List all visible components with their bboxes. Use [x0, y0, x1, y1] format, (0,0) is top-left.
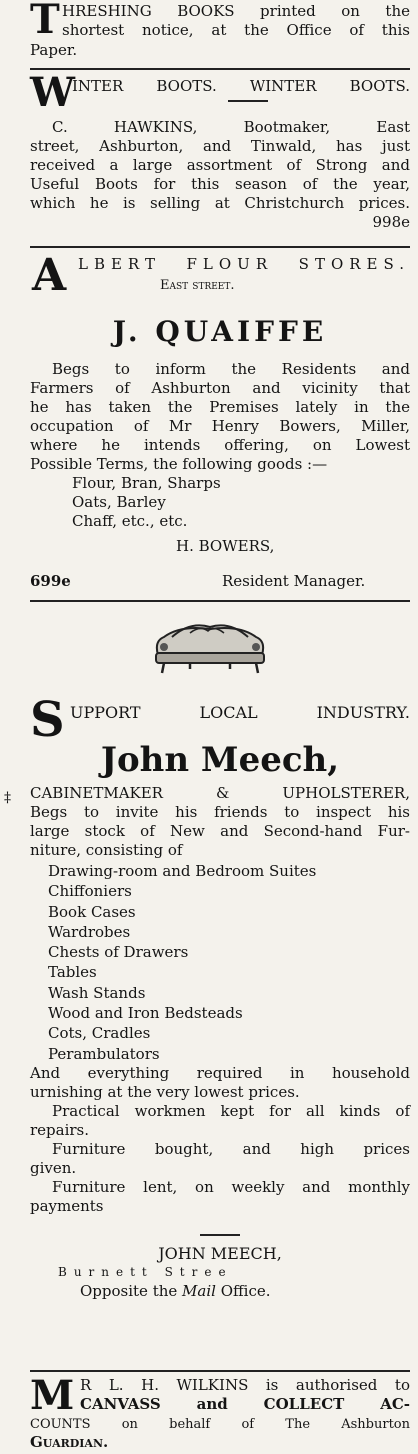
proprietor-name: J. QUAIFFE: [112, 315, 328, 348]
meech-closing-2: urnishing at the very lowest prices.: [30, 1082, 300, 1101]
divider-4: [30, 1370, 410, 1372]
furniture-item: Wash Stands: [48, 983, 146, 1002]
divider-1: [30, 68, 410, 70]
goods-item-1: Flour, Bran, Sharps: [72, 474, 221, 492]
threshing-line-2: shortest notice, at the Office of this: [62, 21, 410, 39]
flour-body: [30, 360, 410, 556]
print-mark: ‡: [4, 790, 11, 806]
boots-body-line-5: which he is selling at Christchurch prices.: [30, 194, 410, 212]
boots-body-line-2: street, Ashburton, and Tinwald, has just: [30, 137, 410, 155]
boots-body-line-4: Useful Boots for this season of the year,: [30, 175, 410, 193]
meech-sign-name: JOHN MEECH,: [158, 1243, 282, 1263]
goods-item-3: Chaff, etc., etc.: [72, 512, 188, 530]
threshing-line-3: Paper.: [30, 41, 78, 59]
flour-body-line-3: he has taken the Premises lately in the: [30, 398, 410, 416]
drop-cap-t: T: [30, 0, 60, 43]
meech-closing-8: payments: [30, 1196, 104, 1215]
address-text: Opposite the: [80, 1281, 183, 1300]
meech-short-rule: [200, 1234, 240, 1236]
flour-signature: H. BOWERS,: [176, 537, 275, 555]
meech-closing-1: And everything required in household: [30, 1063, 410, 1082]
flour-body-line-6: Possible Terms, the following goods :—: [30, 455, 328, 473]
goods-item-2: Oats, Barley: [72, 493, 166, 511]
divider-2: [30, 246, 410, 248]
flour-body-line-5: where he intends offering, on Lowest: [30, 436, 410, 454]
meech-closing-6: given.: [30, 1158, 77, 1177]
boots-short-rule: [228, 100, 268, 102]
meech-sign-address: [30, 1282, 410, 1301]
meech-sign-street: Burnett Stree: [58, 1264, 233, 1279]
meech-intro-2: large stock of New and Second-hand Fur-: [30, 822, 410, 840]
wilkins-line-3: COUNTS on behalf of The Ashburton: [30, 1417, 410, 1432]
flour-body-line-4: occupation of Mr Henry Bowers, Miller,: [30, 417, 410, 435]
drop-cap-m: M: [30, 1372, 75, 1419]
boots-body-line-3: received a large assortment of Strong and: [30, 156, 410, 174]
meech-closing-5: Furniture bought, and high prices: [52, 1139, 410, 1158]
boots-title: INTER BOOTS. WINTER BOOTS.: [72, 77, 410, 95]
drop-cap-s: S: [30, 692, 65, 748]
meech-closing-7: Furniture lent, on weekly and monthly: [52, 1177, 410, 1196]
furniture-item: Wood and Iron Bedsteads: [48, 1004, 243, 1023]
divider-3: [30, 600, 410, 602]
furniture-item: Wardrobes: [48, 922, 131, 941]
wilkins-line-4: Guardian.: [30, 1433, 109, 1451]
wilkins-line-1: R L. H. WILKINS is authorised to: [80, 1376, 410, 1394]
boots-body-line-1: C. HAWKINS, Bootmaker, East: [52, 118, 410, 136]
boots-body: [30, 118, 410, 232]
furniture-item: Tables: [48, 963, 97, 982]
furniture-item: Perambulators: [48, 1044, 160, 1063]
flour-body-line-1: Begs to inform the Residents and: [52, 360, 410, 378]
threshing-line-1: HRESHING BOOKS printed on the: [62, 2, 410, 20]
meech-closing-3: Practical workmen kept for all kinds of: [52, 1101, 410, 1120]
meech-intro-3: niture, consisting of: [30, 841, 183, 859]
meech-body: [30, 784, 410, 1301]
meech-name: John Meech,: [100, 740, 340, 780]
flour-signature-title: Resident Manager.: [222, 572, 366, 590]
address-text: Office.: [215, 1281, 271, 1300]
drop-cap-a: A: [32, 250, 67, 301]
address-paper-name: Mail: [182, 1281, 216, 1300]
boots-code: 998e: [372, 213, 410, 231]
drop-cap-w: W: [30, 69, 75, 116]
flour-title: LBERT FLOUR STORES.: [78, 255, 410, 273]
meech-intro-1: Begs to invite his friends to inspect his: [30, 803, 410, 821]
flour-body-line-2: Farmers of Ashburton and vicinity that: [30, 379, 410, 397]
meech-trade: CABINETMAKER & UPHOLSTERER,: [30, 784, 410, 802]
furniture-item: Chiffoniers: [48, 882, 132, 901]
wilkins-line-2: CANVASS and COLLECT AC-: [80, 1395, 410, 1413]
furniture-item: Cots, Cradles: [48, 1024, 151, 1043]
sofa-illustration: [150, 617, 270, 677]
flour-subtitle: East street.: [160, 278, 235, 293]
furniture-item: Drawing-room and Bedroom Suites: [48, 862, 317, 880]
furniture-item: Book Cases: [48, 902, 136, 921]
furniture-item: Chests of Drawers: [48, 943, 189, 962]
flour-code: 699e: [30, 572, 71, 590]
support-local-heading: UPPORT LOCAL INDUSTRY.: [70, 703, 410, 722]
furniture-list: [30, 861, 410, 1064]
meech-closing-4: repairs.: [30, 1120, 90, 1139]
